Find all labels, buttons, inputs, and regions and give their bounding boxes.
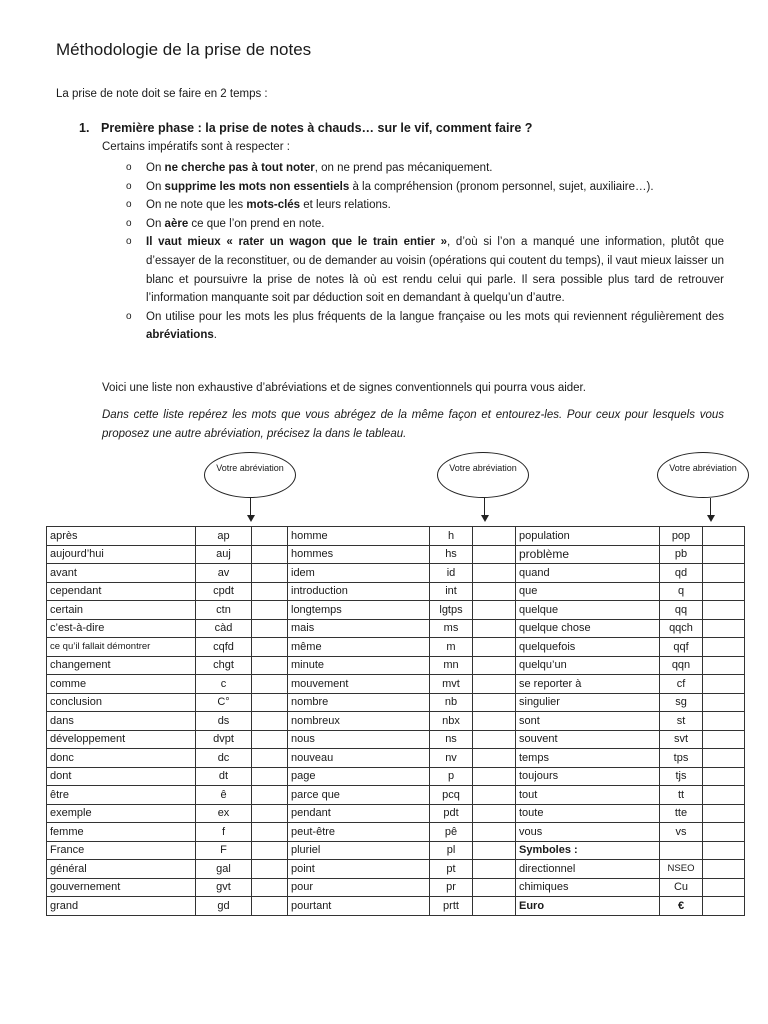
abbreviation-cell: tjs [660, 767, 703, 786]
your-abbreviation-cell[interactable] [473, 860, 516, 879]
abbreviation-cell: Cu [660, 878, 703, 897]
your-abbreviation-cell[interactable] [252, 545, 288, 564]
your-abbreviation-cell[interactable] [473, 841, 516, 860]
your-abbreviation-cell[interactable] [703, 712, 745, 731]
table-row [47, 749, 745, 768]
abbreviation-cell: ns [430, 730, 473, 749]
your-abbreviation-cell[interactable] [473, 730, 516, 749]
table-row [47, 693, 745, 712]
word-cell: toute [516, 804, 660, 823]
arrow-down-icon [707, 515, 715, 522]
word-cell: nouveau [288, 749, 430, 768]
table-row [47, 601, 745, 620]
word-cell: nombre [288, 693, 430, 712]
your-abbreviation-cell[interactable] [473, 545, 516, 564]
table-row [47, 564, 745, 583]
abbreviation-cell: auj [196, 545, 252, 564]
word-cell: que [516, 582, 660, 601]
your-abbreviation-cell[interactable] [473, 656, 516, 675]
list-intro: Voici une liste non exhaustive d’abréviations et de signes conventionnels qui pourra vous aider. [102, 382, 586, 394]
table-row [47, 730, 745, 749]
requirement-emphasis: abréviations [146, 329, 214, 342]
requirement-item [126, 215, 724, 234]
word-cell: quand [516, 564, 660, 583]
your-abbreviation-cell[interactable] [473, 712, 516, 731]
abbreviation-cell: c [196, 675, 252, 694]
word-cell: temps [516, 749, 660, 768]
abbreviation-cell: prtt [430, 897, 473, 916]
arrow-line-2 [484, 498, 485, 516]
requirement-text: On [146, 180, 165, 193]
your-abbreviation-cell[interactable] [703, 527, 745, 546]
word-cell: quelquefois [516, 638, 660, 657]
word-cell: problème [516, 545, 660, 564]
abbreviation-cell: qd [660, 564, 703, 583]
table-row [47, 638, 745, 657]
your-abbreviation-cell[interactable] [473, 786, 516, 805]
abbreviation-cell: h [430, 527, 473, 546]
your-abbreviation-cell[interactable] [252, 693, 288, 712]
word-cell: Symboles : [516, 841, 660, 860]
your-abbreviation-cell[interactable] [703, 730, 745, 749]
requirement-item [126, 196, 724, 215]
word-cell: certain [47, 601, 196, 620]
requirements-intro: Certains impératifs sont à respecter : [102, 141, 290, 153]
abbreviation-cell: ds [196, 712, 252, 731]
abbreviation-cell: chgt [196, 656, 252, 675]
word-cell: grand [47, 897, 196, 916]
your-abbreviation-cell[interactable] [703, 545, 745, 564]
word-cell: homme [288, 527, 430, 546]
word-cell: pourtant [288, 897, 430, 916]
your-abbreviation-cell[interactable] [252, 712, 288, 731]
abbreviation-cell: C° [196, 693, 252, 712]
your-abbreviation-cell[interactable] [473, 804, 516, 823]
abbreviation-cell: ê [196, 786, 252, 805]
word-cell: se reporter à [516, 675, 660, 694]
bullet-marker: o [126, 217, 132, 229]
your-abbreviation-cell[interactable] [473, 823, 516, 842]
word-cell: comme [47, 675, 196, 694]
word-cell: développement [47, 730, 196, 749]
your-abbreviation-cell[interactable] [703, 823, 745, 842]
your-abbreviation-cell[interactable] [473, 601, 516, 620]
abbreviation-cell: m [430, 638, 473, 657]
word-cell: hommes [288, 545, 430, 564]
word-cell: point [288, 860, 430, 879]
word-cell: quelqu’un [516, 656, 660, 675]
requirement-text: On [146, 162, 165, 174]
word-cell: peut-être [288, 823, 430, 842]
abbreviation-cell: lgtps [430, 601, 473, 620]
requirement-emphasis: aère [164, 217, 189, 230]
abbreviation-cell: ctn [196, 601, 252, 620]
your-abbreviation-cell[interactable] [703, 693, 745, 712]
table-row [47, 786, 745, 805]
abbreviation-cell: ap [196, 527, 252, 546]
your-abbreviation-cell[interactable] [252, 878, 288, 897]
word-cell: introduction [288, 582, 430, 601]
requirement-item [126, 233, 724, 307]
abbreviation-cell: pr [430, 878, 473, 897]
table-row [47, 841, 745, 860]
your-abbreviation-cell[interactable] [473, 619, 516, 638]
abbreviation-cell: ex [196, 804, 252, 823]
abbreviation-cell: svt [660, 730, 703, 749]
your-abbreviation-cell[interactable] [473, 564, 516, 583]
abbreviation-cell: st [660, 712, 703, 731]
intro-text: La prise de note doit se faire en 2 temps : [56, 88, 268, 100]
table-row [47, 656, 745, 675]
table-row [47, 712, 745, 731]
your-abbreviation-cell[interactable] [703, 619, 745, 638]
bullet-marker: o [126, 162, 132, 173]
abbreviation-cell: int [430, 582, 473, 601]
your-abbreviation-cell[interactable] [252, 582, 288, 601]
requirement-text: On [146, 217, 165, 230]
word-cell: ce qu’il fallait démontrer [47, 638, 196, 657]
table-row [47, 878, 745, 897]
your-abbreviation-cell[interactable] [703, 767, 745, 786]
word-cell: gouvernement [47, 878, 196, 897]
abbreviation-cell: pcq [430, 786, 473, 805]
requirement-text: et leurs relations. [300, 199, 391, 212]
word-cell: être [47, 786, 196, 805]
your-abbreviation-cell[interactable] [252, 564, 288, 583]
phase-heading [79, 121, 532, 135]
your-abbreviation-cell[interactable] [252, 786, 288, 805]
word-cell: changement [47, 656, 196, 675]
your-abbreviation-cell[interactable] [703, 638, 745, 657]
word-cell: général [47, 860, 196, 879]
your-abbreviation-cell[interactable] [703, 897, 745, 916]
your-abbreviation-cell[interactable] [703, 878, 745, 897]
abbreviation-cell: gal [196, 860, 252, 879]
word-cell: nous [288, 730, 430, 749]
your-abbreviation-cell[interactable] [252, 675, 288, 694]
word-cell: dans [47, 712, 196, 731]
word-cell: c’est-à-dire [47, 619, 196, 638]
your-abbreviation-cell[interactable] [703, 841, 745, 860]
table-row [47, 860, 745, 879]
your-abbreviation-cell[interactable] [252, 897, 288, 916]
table-row [47, 897, 745, 916]
your-abbreviation-cell[interactable] [473, 749, 516, 768]
table-row [47, 545, 745, 564]
word-cell: page [288, 767, 430, 786]
your-abbreviation-cell[interactable] [703, 675, 745, 694]
word-cell: tout [516, 786, 660, 805]
abbreviation-cell: p [430, 767, 473, 786]
your-abbreviation-cell[interactable] [252, 601, 288, 620]
word-cell: pour [288, 878, 430, 897]
abbreviation-cell: cqfd [196, 638, 252, 657]
requirements-list [126, 159, 724, 345]
abbreviation-cell: sg [660, 693, 703, 712]
your-abbreviation-cell[interactable] [252, 638, 288, 657]
your-abbreviation-cell[interactable] [473, 767, 516, 786]
bubble-label: Votre abréviation [216, 463, 284, 473]
bullet-marker: o [126, 199, 132, 211]
table-row [47, 527, 745, 546]
word-cell: singulier [516, 693, 660, 712]
word-cell: cependant [47, 582, 196, 601]
word-cell: idem [288, 564, 430, 583]
word-cell: pluriel [288, 841, 430, 860]
abbreviation-cell: av [196, 564, 252, 583]
abbreviation-cell: pl [430, 841, 473, 860]
abbreviation-cell: qq [660, 601, 703, 620]
abbreviation-cell: tt [660, 786, 703, 805]
word-cell: donc [47, 749, 196, 768]
your-abbreviation-cell[interactable] [473, 582, 516, 601]
requirement-text: ce que l’on prend en note. [188, 217, 325, 230]
abbreviation-cell: q [660, 582, 703, 601]
bullet-marker: o [126, 236, 132, 248]
bubble-label: Votre abréviation [449, 463, 517, 473]
abbreviation-cell: nbx [430, 712, 473, 731]
requirement-text: On ne note que les [146, 199, 247, 212]
your-abbreviation-cell[interactable] [703, 564, 745, 583]
abbreviation-cell: NSEO [660, 860, 703, 879]
your-abbreviation-cell[interactable] [252, 656, 288, 675]
abbreviation-cell [660, 841, 703, 860]
requirement-emphasis: mots-clés [246, 199, 301, 212]
requirement-text: . [213, 329, 217, 342]
requirement-emphasis: Il vaut mieux « rater un wagon que le train entier » [146, 236, 448, 249]
bubble-label: Votre abréviation [669, 463, 737, 473]
your-abbreviation-cell[interactable] [703, 804, 745, 823]
table-row [47, 767, 745, 786]
arrow-down-icon [247, 515, 255, 522]
abbreviation-cell: nb [430, 693, 473, 712]
abbreviation-cell: € [660, 897, 703, 916]
abbreviation-cell: cpdt [196, 582, 252, 601]
table-row [47, 823, 745, 842]
bullet-marker: o [126, 180, 132, 192]
bubble-your-abbreviation-2 [437, 452, 529, 498]
word-cell: pendant [288, 804, 430, 823]
word-cell: après [47, 527, 196, 546]
word-cell: avant [47, 564, 196, 583]
table-row [47, 619, 745, 638]
your-abbreviation-cell[interactable] [703, 601, 745, 620]
requirement-emphasis: supprime les mots non essentiels [164, 180, 350, 193]
requirement-text: , d’où si l’on a manqué une information, plutôt que d’essayer de la reconstituer, ou de demander au voisin (opérations qui coutent du temps), il vaut mieux laisser un blanc et poursuivre la prise de notes là où est rendu celui qui parle. Il sera possible plus tard de retrouver l’information manquante soit par déduction soit en demandant à quelqu’un d’autre. [146, 236, 724, 305]
page-title: Méthodologie de la prise de notes [56, 40, 312, 59]
word-cell: conclusion [47, 693, 196, 712]
your-abbreviation-cell[interactable] [703, 582, 745, 601]
abbreviation-cell: qqf [660, 638, 703, 657]
abbreviation-cell: vs [660, 823, 703, 842]
abbreviation-cell: càd [196, 619, 252, 638]
abbreviation-cell: qqn [660, 656, 703, 675]
abbreviation-cell: pdt [430, 804, 473, 823]
abbreviation-cell: pê [430, 823, 473, 842]
requirement-text: à la compréhension (pronom personnel, sujet, auxiliaire…). [349, 180, 654, 193]
word-cell: nombreux [288, 712, 430, 731]
word-cell: chimiques [516, 878, 660, 897]
abbreviation-cell: mvt [430, 675, 473, 694]
your-abbreviation-cell[interactable] [473, 638, 516, 657]
word-cell: population [516, 527, 660, 546]
abbreviation-cell: tte [660, 804, 703, 823]
requirement-text: , on ne prend pas mécaniquement. [314, 162, 493, 174]
abbreviation-cell: F [196, 841, 252, 860]
abbreviation-cell: f [196, 823, 252, 842]
word-cell: minute [288, 656, 430, 675]
your-abbreviation-cell[interactable] [703, 656, 745, 675]
abbreviation-cell: cf [660, 675, 703, 694]
word-cell: exemple [47, 804, 196, 823]
your-abbreviation-cell[interactable] [473, 693, 516, 712]
requirement-item [126, 308, 724, 345]
word-cell: France [47, 841, 196, 860]
word-cell: mais [288, 619, 430, 638]
word-cell: Euro [516, 897, 660, 916]
your-abbreviation-cell[interactable] [473, 527, 516, 546]
abbreviation-cell: dt [196, 767, 252, 786]
phase-title: Première phase : la prise de notes à chauds… sur le vif, comment faire ? [101, 121, 533, 135]
table-row [47, 675, 745, 694]
word-cell: quelque chose [516, 619, 660, 638]
arrow-down-icon [481, 515, 489, 522]
word-cell: mouvement [288, 675, 430, 694]
abbreviation-cell: ms [430, 619, 473, 638]
instruction-text: Dans cette liste repérez les mots que vous abrégez de la même façon et entourez-les. Pour ceux pour lesquels vous proposez une autre abréviation, précisez la dans le tableau. [102, 409, 724, 440]
your-abbreviation-cell[interactable] [252, 527, 288, 546]
abbreviation-cell: pb [660, 545, 703, 564]
your-abbreviation-cell[interactable] [473, 878, 516, 897]
your-abbreviation-cell[interactable] [703, 786, 745, 805]
arrow-line-1 [250, 498, 251, 516]
word-cell: même [288, 638, 430, 657]
word-cell: parce que [288, 786, 430, 805]
abbreviation-cell: gvt [196, 878, 252, 897]
bubble-your-abbreviation-1 [204, 452, 296, 498]
your-abbreviation-cell[interactable] [473, 897, 516, 916]
requirement-item [126, 159, 724, 178]
phase-number: 1. [79, 121, 90, 135]
requirement-emphasis: ne cherche pas à tout noter [164, 162, 315, 174]
table-row [47, 582, 745, 601]
word-cell: vous [516, 823, 660, 842]
word-cell: toujours [516, 767, 660, 786]
requirement-text: On utilise pour les mots les plus fréquents de la langue française ou les mots qui reviennent régulièrement des [146, 310, 724, 323]
abbreviation-cell: hs [430, 545, 473, 564]
word-cell: aujourd’hui [47, 545, 196, 564]
abbreviation-cell: tps [660, 749, 703, 768]
your-abbreviation-cell[interactable] [252, 804, 288, 823]
your-abbreviation-cell[interactable] [703, 749, 745, 768]
requirement-item [126, 178, 724, 197]
word-cell: longtemps [288, 601, 430, 620]
abbreviation-table [46, 526, 745, 916]
abbreviation-cell: pt [430, 860, 473, 879]
abbreviation-cell: dc [196, 749, 252, 768]
your-abbreviation-cell[interactable] [252, 730, 288, 749]
word-cell: sont [516, 712, 660, 731]
word-cell: femme [47, 823, 196, 842]
arrow-line-3 [710, 498, 711, 516]
your-abbreviation-cell[interactable] [703, 860, 745, 879]
bullet-marker: o [126, 310, 132, 322]
your-abbreviation-cell[interactable] [252, 619, 288, 638]
your-abbreviation-cell[interactable] [473, 675, 516, 694]
your-abbreviation-cell[interactable] [252, 860, 288, 879]
abbreviation-cell: nv [430, 749, 473, 768]
word-cell: directionnel [516, 860, 660, 879]
abbreviation-cell: qqch [660, 619, 703, 638]
abbreviation-cell: id [430, 564, 473, 583]
your-abbreviation-cell[interactable] [252, 823, 288, 842]
table-row [47, 804, 745, 823]
word-cell: dont [47, 767, 196, 786]
abbreviation-cell: gd [196, 897, 252, 916]
abbreviation-cell: dvpt [196, 730, 252, 749]
abbreviation-cell: pop [660, 527, 703, 546]
word-cell: souvent [516, 730, 660, 749]
your-abbreviation-cell[interactable] [252, 767, 288, 786]
abbreviation-cell: mn [430, 656, 473, 675]
word-cell: quelque [516, 601, 660, 620]
your-abbreviation-cell[interactable] [252, 841, 288, 860]
bubble-your-abbreviation-3 [657, 452, 749, 498]
your-abbreviation-cell[interactable] [252, 749, 288, 768]
